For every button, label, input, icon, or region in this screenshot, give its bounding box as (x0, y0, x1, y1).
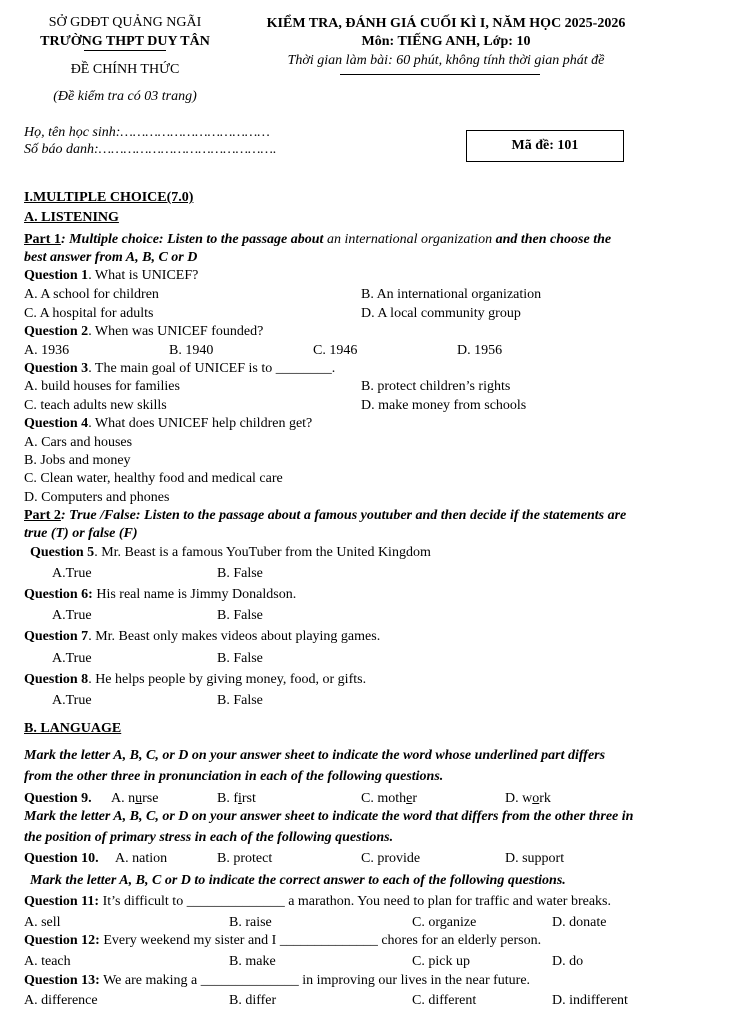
q7-option-a: A.True (52, 651, 92, 666)
q4-option-b: B. Jobs and money (24, 453, 131, 468)
question-13: Question 13: We are making a ______________ in improving our lives in the near future. (24, 973, 531, 988)
q11-option-a: A. sell (24, 915, 61, 930)
q1-option-c: C. A hospital for adults (24, 306, 154, 321)
question-7: Question 7. Mr. Beast only makes videos about playing games. (24, 629, 381, 644)
question-1: Question 1. What is UNICEF? (24, 268, 199, 283)
q9-option-b: B. first (217, 791, 256, 806)
title-underline (340, 74, 540, 75)
question-10: Question 10. (24, 851, 99, 866)
time-line: Thời gian làm bài: 60 phút, không tính thời gian phát đề (287, 53, 605, 68)
page-count-note: (Đề kiểm tra có 03 trang) (53, 89, 197, 104)
part2-instruction: Part 2: True /False: Listen to the passage about a famous youtuber and then decide if the statements are (24, 508, 627, 523)
q4-option-d: D. Computers and phones (24, 490, 170, 505)
q13-option-c: C. different (412, 993, 477, 1008)
school-name: TRƯỜNG THPT DUY TÂN (40, 34, 210, 49)
q12-option-d: D. do (552, 954, 584, 969)
q10-option-d: D. support (505, 851, 565, 866)
q12-option-b: B. make (229, 954, 276, 969)
student-id-line: Số báo danh:……………………………………. (24, 142, 277, 157)
q13-option-b: B. differ (229, 993, 277, 1008)
q6-option-a: A.True (52, 608, 92, 623)
q9-option-a: A. nurse (111, 791, 159, 806)
part2-instruction-cont: true (T) or false (F) (24, 526, 138, 541)
q3-option-a: A. build houses for families (24, 379, 180, 394)
q8-option-b: B. False (217, 693, 263, 708)
q6-option-b: B. False (217, 608, 263, 623)
question-11: Question 11: It’s difficult to ______________ a marathon. You need to plan for traffic and water breaks. (24, 894, 612, 909)
q12-option-c: C. pick up (412, 954, 470, 969)
q9-option-d: D. work (505, 791, 551, 806)
q8-option-a: A.True (52, 693, 92, 708)
q2-option-b: B. 1940 (169, 343, 214, 358)
q10-option-a: A. nation (115, 851, 168, 866)
school-underline (84, 50, 166, 51)
official-label: ĐỀ CHÍNH THỨC (70, 62, 180, 77)
q2-option-d: D. 1956 (457, 343, 503, 358)
q2-option-a: A. 1936 (24, 343, 70, 358)
stress-instruction: Mark the letter A, B, C, or D on your answer sheet to indicate the word that differs from the other three in (24, 809, 634, 824)
question-4: Question 4. What does UNICEF help children get? (24, 416, 313, 431)
part2-label: Part 2 (24, 508, 61, 523)
pronunciation-instruction: Mark the letter A, B, C, or D on your answer sheet to indicate the word whose underlined part differs (24, 748, 606, 763)
q10-option-c: C. provide (361, 851, 421, 866)
q11-option-d: D. donate (552, 915, 607, 930)
q9-option-c: C. mother (361, 791, 418, 806)
section-multiple-choice: I.MULTIPLE CHOICE(7.0) (24, 190, 194, 205)
q1-option-b: B. An international organization (361, 287, 542, 302)
q11-option-b: B. raise (229, 915, 272, 930)
q12-option-a: A. teach (24, 954, 71, 969)
q3-option-d: D. make money from schools (361, 398, 527, 413)
q11-option-c: C. organize (412, 915, 477, 930)
question-5: Question 5. Mr. Beast is a famous YouTuber from the United Kingdom (30, 545, 431, 560)
question-6: Question 6: His real name is Jimmy Donaldson. (24, 587, 297, 602)
department-name: SỞ GDĐT QUẢNG NGÃI (48, 15, 202, 30)
part1-label: Part 1 (24, 232, 61, 247)
section-listening: A. LISTENING (24, 210, 119, 225)
exam-title: KIỂM TRA, ĐÁNH GIÁ CUỐI KÌ I, NĂM HỌC 2025-2026 (266, 16, 626, 31)
question-12: Question 12: Every weekend my sister and I ______________ chores for an elderly person. (24, 933, 542, 948)
q3-option-c: C. teach adults new skills (24, 398, 167, 413)
exam-code-box: Mã đề: 101 (466, 130, 624, 162)
student-name-line: Họ, tên học sinh:……………………………… (24, 125, 270, 140)
q13-option-d: D. indifferent (552, 993, 628, 1008)
pronunciation-instruction-cont: from the other three in pronunciation in each of the following questions. (24, 769, 444, 784)
part1-instruction: Part 1: Multiple choice: Listen to the passage about an international organization and then choose the (24, 232, 612, 247)
subject-line: Môn: TIẾNG ANH, Lớp: 10 (361, 34, 531, 49)
q1-option-a: A. A school for children (24, 287, 159, 302)
q5-option-a: A.True (52, 566, 92, 581)
correct-answer-instruction: Mark the letter A, B, C or D to indicate the correct answer to each of the following questions. (30, 873, 566, 888)
question-9: Question 9. (24, 791, 92, 806)
q4-option-c: C. Clean water, healthy food and medical care (24, 471, 283, 486)
q2-option-c: C. 1946 (313, 343, 358, 358)
question-2: Question 2. When was UNICEF founded? (24, 324, 264, 339)
q10-option-b: B. protect (217, 851, 273, 866)
q1-option-d: D. A local community group (361, 306, 521, 321)
q7-option-b: B. False (217, 651, 263, 666)
question-8: Question 8. He helps people by giving money, food, or gifts. (24, 672, 367, 687)
part1-instruction-cont: best answer from A, B, C or D (24, 250, 198, 265)
stress-instruction-cont: the position of primary stress in each of the following questions. (24, 830, 394, 845)
q13-option-a: A. difference (24, 993, 98, 1008)
q3-option-b: B. protect children’s rights (361, 379, 511, 394)
q4-option-a: A. Cars and houses (24, 435, 133, 450)
question-3: Question 3. The main goal of UNICEF is to ________. (24, 361, 336, 376)
section-language: B. LANGUAGE (24, 721, 122, 736)
q5-option-b: B. False (217, 566, 263, 581)
